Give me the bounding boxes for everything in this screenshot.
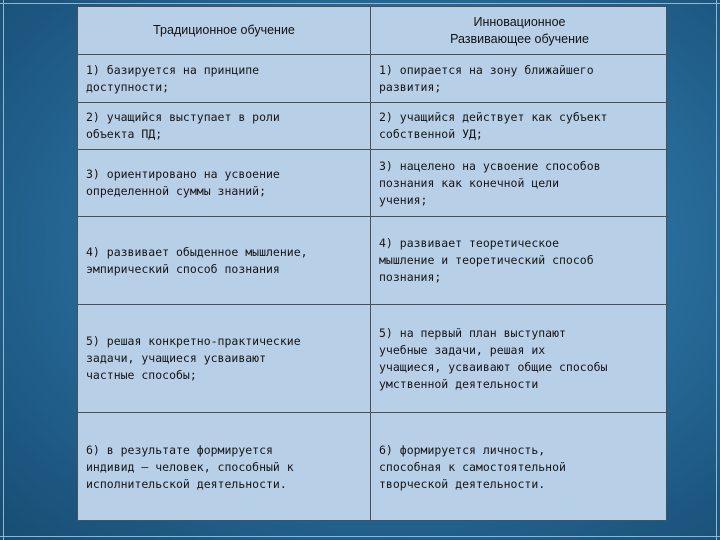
row-2-innovative: 2) учащийся действует как субъект собственной УД; (371, 103, 668, 150)
row-4-traditional: 4) развивает обыденное мышление, эмпирический способ познания (78, 217, 371, 305)
row-2-traditional: 2) учащийся выступает в роли объекта ПД; (78, 103, 371, 150)
frame-border-left (3, 0, 4, 540)
comparison-table (77, 6, 667, 521)
row-3-traditional: 3) ориентировано на усвоение определенной суммы знаний; (78, 150, 371, 217)
frame-border-right (716, 0, 717, 540)
row-4-innovative: 4) развивает теоретическое мышление и теоретический способ познания; (371, 217, 668, 305)
row-3-innovative: 3) нацелено на усвоение способов познания как конечной цели учения; (371, 150, 668, 217)
frame-border-top (0, 3, 720, 4)
row-1-traditional: 1) базируется на принципе доступности; (78, 55, 371, 103)
row-6-traditional: 6) в результате формируется индивид – человек, способный к исполнительской деятельности. (78, 413, 371, 522)
row-5-innovative: 5) на первый план выступают учебные задачи, решая их учащиеся, усваивают общие способы умственной деятельности (371, 305, 668, 413)
frame-border-bottom (0, 536, 720, 537)
header-traditional: Традиционное обучение (78, 7, 371, 55)
row-6-innovative: 6) формируется личность, способная к самостоятельной творческой деятельности. (379, 443, 566, 491)
header-innovative: Инновационное Развивающее обучение (371, 7, 668, 55)
row-5-traditional: 5) решая конкретно-практические задачи, учащиеся усваивают частные способы; (78, 305, 371, 413)
row-1-innovative: 1) опирается на зону ближайшего развития; (371, 55, 668, 103)
